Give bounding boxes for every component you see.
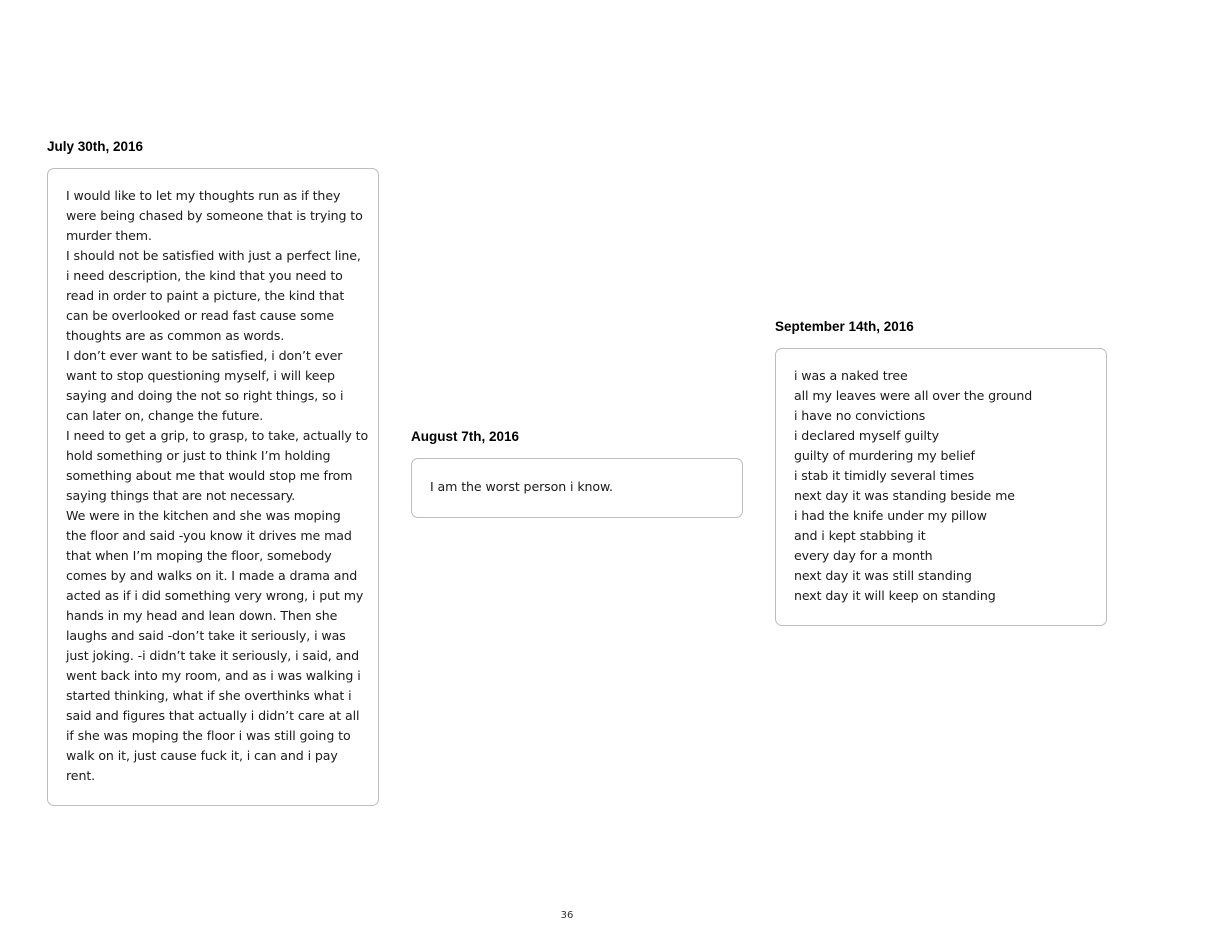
entry-text-line: the floor and said -you know it drives me mad: [66, 528, 352, 543]
journal-entry: [47, 138, 379, 806]
entry-text-line: i was a naked tree: [794, 368, 908, 383]
entry-text-line: saying things that are not necessary.: [66, 488, 296, 503]
entry-text-line: hands in my head and lean down. Then she: [66, 608, 338, 623]
entry-card: [775, 348, 1107, 626]
entry-text-line: We were in the kitchen and she was moping: [66, 508, 341, 523]
journal-entry: [775, 318, 1107, 626]
entry-text-line: started thinking, what if she overthinks what i: [66, 688, 352, 703]
journal-entry: [411, 428, 743, 518]
entry-text-line: just joking. -i didn’t take it seriously, i said, and: [66, 648, 359, 663]
entry-date: September 14th, 2016: [775, 319, 914, 334]
entry-text-line: i declared myself guilty: [794, 428, 939, 443]
entry-text-line: that when I’m moping the floor, somebody: [66, 548, 332, 563]
entry-text-line: i stab it timidly several times: [794, 468, 975, 483]
entry-text-line: hold something or just to think I’m holding: [66, 448, 331, 463]
entry-text-line: i have no convictions: [794, 408, 926, 423]
entry-text-line: said and figures that actually i didn’t care at all: [66, 708, 360, 723]
entry-text-line: I am the worst person i know.: [430, 479, 613, 494]
entry-text-line: can be overlooked or read fast cause some: [66, 308, 334, 323]
entry-text-line: walk on it, just cause fuck it, i can and i pay: [66, 748, 338, 763]
entry-card: [47, 168, 379, 806]
entry-text-line: were being chased by someone that is trying to: [66, 208, 363, 223]
entry-text-line: read in order to paint a picture, the kind that: [66, 288, 345, 303]
entry-text-line: and i kept stabbing it: [794, 528, 926, 543]
entry-date: August 7th, 2016: [411, 429, 520, 444]
page-number: 36: [560, 910, 574, 921]
entry-card: [411, 458, 743, 518]
entry-text-line: laughs and said -don’t take it seriously, i was: [66, 628, 346, 643]
entry-text-line: saying and doing the not so right things, so i: [66, 388, 344, 403]
entry-text-line: every day for a month: [794, 548, 933, 563]
entry-text-line: I need to get a grip, to grasp, to take, actually to: [66, 428, 369, 443]
entry-text-line: next day it was standing beside me: [794, 488, 1015, 503]
entry-text-line: want to stop questioning myself, i will keep: [66, 368, 335, 383]
entry-text-line: murder them.: [66, 228, 152, 243]
entry-text-line: I should not be satisfied with just a perfect line,: [66, 248, 361, 263]
entry-text-line: acted as if i did something very wrong, i put my: [66, 588, 364, 603]
entry-text-line: can later on, change the future.: [66, 408, 264, 423]
entry-text-line: guilty of murdering my belief: [794, 448, 975, 463]
entry-text-line: rent.: [66, 768, 96, 783]
entry-text-line: if she was moping the floor i was still going to: [66, 728, 351, 743]
entry-text-line: I would like to let my thoughts run as if they: [66, 188, 341, 203]
entry-text-line: next day it was still standing: [794, 568, 972, 583]
entry-text-line: next day it will keep on standing: [794, 588, 996, 603]
entry-text-line: i need description, the kind that you need to: [66, 268, 343, 283]
entry-text-line: all my leaves were all over the ground: [794, 388, 1033, 403]
entry-text-line: went back into my room, and as i was walking i: [66, 668, 361, 683]
entry-text-line: i had the knife under my pillow: [794, 508, 987, 523]
entry-text-line: comes by and walks on it. I made a drama and: [66, 568, 358, 583]
entry-text-line: I don’t ever want to be satisfied, i don’t ever: [66, 348, 343, 363]
entry-text-line: something about me that would stop me from: [66, 468, 353, 483]
entry-date: July 30th, 2016: [47, 139, 144, 154]
entry-text-line: thoughts are as common as words.: [66, 328, 285, 343]
